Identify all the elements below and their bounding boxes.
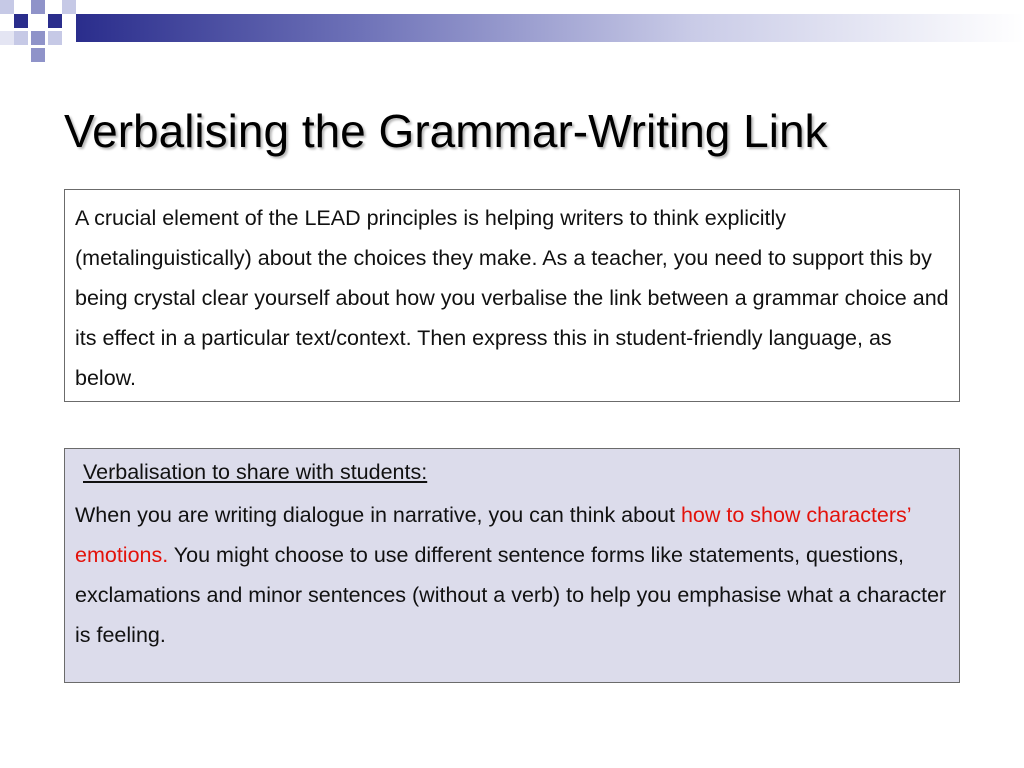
decorative-square (62, 0, 76, 14)
decorative-square (0, 0, 14, 14)
intro-paragraph: A crucial element of the LEAD principles is helping writers to think explicitly (metalinguistically) about the choices they make. As a teacher, you need to support this by being crystal clear yourself about how you verbalise the link between a grammar choice and its effect in a particular text/context. Then express this in student-friendly language, as below. (75, 206, 949, 390)
decorative-square (48, 14, 62, 28)
verbalisation-highlight: how to show characters’ emotions. (75, 503, 911, 567)
decorative-square (14, 31, 28, 45)
verbalisation-box (64, 448, 960, 683)
verbalisation-text-end: You might choose to use different sentence forms like statements, questions, exclamations and minor sentences (without a verb) to help you emphasise what a character is feeling. (75, 543, 947, 647)
header-gradient-bar (76, 14, 1024, 42)
decorative-square (31, 0, 45, 14)
decorative-square (14, 14, 28, 28)
verbalisation-text-start: When you are writing dialogue in narrative, you can think about (75, 503, 681, 527)
slide-title: Verbalising the Grammar-Writing Link (64, 105, 828, 157)
intro-text-box (64, 189, 960, 402)
verbalisation-paragraph (75, 495, 953, 655)
decorative-square (0, 31, 14, 45)
decorative-square (48, 31, 62, 45)
decorative-square (31, 31, 45, 45)
verbalisation-heading: Verbalisation to share with students: (83, 460, 428, 484)
decorative-square (31, 48, 45, 62)
